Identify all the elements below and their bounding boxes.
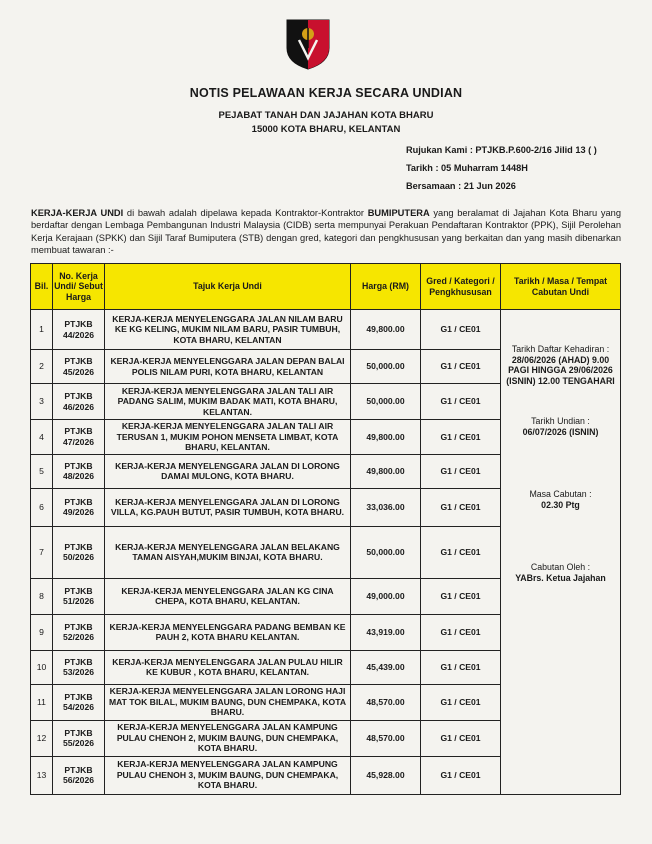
row-no [53,350,105,384]
oleh-value: YABrs. Ketua Jajahan [515,572,606,583]
row-no-number: 51/2026 [62,596,95,606]
row-no-number: 49/2026 [62,507,95,517]
row-no [53,526,105,578]
row-no-number: 44/2026 [62,329,95,340]
row-harga: 49,000.00 [351,578,421,614]
col-tajuk: Tajuk Kerja Undi [105,264,351,310]
row-no-prefix: PTJKB [64,426,93,437]
row-no [53,488,105,526]
row-no [53,756,105,794]
row-gred: G1 / CE01 [421,526,501,578]
row-tajuk: KERJA-KERJA MENYELENGGARA JALAN KG CINA CHEPA, KOTA BHARU, KELANTAN. [105,578,351,614]
col-no: No. Kerja Undi/ Sebut Harga [53,264,105,310]
row-no-number: 56/2026 [62,775,95,785]
office-address: 15000 KOTA BHARU, KELANTAN [251,124,401,135]
row-harga: 50,000.00 [351,384,421,420]
row-tajuk: KERJA-KERJA MENYELENGGARA JALAN TALI AIR TERUSAN 1, MUKIM POHON MENSETA LIMBAT, KOTA BHARU, KELANTAN. [105,420,351,455]
col-bil: Bil. [31,264,53,310]
row-no [53,614,105,650]
draw-schedule-cell [501,310,621,795]
row-bil: 2 [31,350,53,384]
row-no [53,454,105,488]
row-gred: G1 / CE01 [421,310,501,350]
masa-block [505,489,616,510]
row-tajuk: KERJA-KERJA MENYELENGGARA JALAN DEPAN BALAI POLIS NILAM PURI, KOTA BHARU, KELANTAN [105,350,351,384]
reference-number: Rujukan Kami : PTJKB.P.600-2/16 Jilid 13 ( ) [406,145,597,155]
row-bil: 6 [31,488,53,526]
row-no-prefix: PTJKB [64,319,93,329]
row-bil: 10 [31,650,53,684]
row-harga: 33,036.00 [351,488,421,526]
row-harga: 49,800.00 [351,310,421,350]
row-no-prefix: PTJKB [64,391,93,401]
row-bil: 3 [31,384,53,420]
row-no-prefix: PTJKB [64,460,93,471]
row-no [53,720,105,756]
row-no-prefix: PTJKB [64,691,93,702]
row-no-number: 48/2026 [62,471,95,481]
masa-label: Masa Cabutan : [529,489,592,499]
row-tajuk: KERJA-KERJA MENYELENGGARA PADANG BEMBAN KE PAUH 2, KOTA BHARU KELANTAN. [105,614,351,650]
row-no-number: 45/2026 [62,366,95,377]
row-no-number: 53/2026 [62,667,95,677]
row-no-number: 46/2026 [62,401,95,412]
intro-bumiputera: BUMIPUTERA [367,208,430,218]
row-gred: G1 / CE01 [421,350,501,384]
row-bil: 5 [31,454,53,488]
daftar-block [505,344,616,386]
row-bil: 8 [31,578,53,614]
row-no-number: 47/2026 [62,436,95,447]
row-bil: 12 [31,720,53,756]
tender-table [30,263,621,795]
row-no-prefix: PTJKB [64,764,93,775]
row-tajuk: KERJA-KERJA MENYELENGGARA JALAN KAMPUNG PULAU CHENOH 3, MUKIM BAUNG, DUN CHEMPAKA, KOTA BHARU. [105,756,351,794]
row-bil: 1 [31,310,53,350]
kelantan-crest-icon [285,18,331,70]
row-gred: G1 / CE01 [421,650,501,684]
row-no [53,650,105,684]
undian-value: 06/07/2026 (ISNIN) [522,426,599,437]
row-bil: 13 [31,756,53,794]
row-no-prefix: PTJKB [64,496,93,507]
row-tajuk: KERJA-KERJA MENYELENGGARA JALAN DI LORONG VILLA, KG.PAUH BUTUT, PASIR TUMBUH, KOTA BHARU. [105,488,351,526]
row-no-prefix: PTJKB [64,585,93,596]
undian-label: Tarikh Undian : [531,416,590,426]
intro-text-1: di bawah adalah dipelawa kepada Kontraktor-Kontraktor [123,208,368,218]
row-no-prefix: PTJKB [64,621,93,632]
col-harga: Harga (RM) [351,264,421,310]
row-no-prefix: PTJKB [64,356,93,366]
row-harga: 48,570.00 [351,684,421,720]
row-no [53,310,105,350]
row-harga: 45,928.00 [351,756,421,794]
row-tajuk: KERJA-KERJA MENYELENGGARA JALAN DI LORONG DAMAI MULONG, KOTA BHARU. [105,454,351,488]
row-gred: G1 / CE01 [421,756,501,794]
row-harga: 50,000.00 [351,526,421,578]
row-no-prefix: PTJKB [64,727,93,738]
office-name: PEJABAT TANAH DAN JAJAHAN KOTA BHARU [218,110,434,121]
row-tajuk: KERJA-KERJA MENYELENGGARA JALAN KAMPUNG PULAU CHENOH 2, MUKIM BAUNG, DUN CHEMPAKA, KOTA BHARU. [105,720,351,756]
masa-value: 02.30 Ptg [541,499,580,510]
col-tarikh: Tarikh / Masa / Tempat Cabutan Undi [501,264,621,310]
undian-block [505,416,616,437]
row-no [53,384,105,420]
row-gred: G1 / CE01 [421,720,501,756]
intro-text-2: yang beralamat di Jajahan Kota Bharu yang berdaftar dengan Lembaga Pembangunan Industri Malaysia (CIDB) serta mempunyai Perakuan Pendaftaran Kontraktor (PPK), Sijil Perolehan Kerja Kerajaan (SPKK) dan Sijil Taraf Bumiputera (STB) dengan gred, kategori dan pengkhususan yang berkaitan dan yang masih dibenarkan membuat tawaran :- [31,208,621,256]
row-no [53,684,105,720]
row-harga: 49,800.00 [351,454,421,488]
row-no-number: 55/2026 [62,738,95,748]
oleh-label: Cabutan Oleh : [530,562,591,572]
row-gred: G1 / CE01 [421,684,501,720]
reference-date-gregorian: Bersamaan : 21 Jun 2026 [406,181,516,191]
row-bil: 11 [31,684,53,720]
row-harga: 45,439.00 [351,650,421,684]
row-tajuk: KERJA-KERJA MENYELENGGARA JALAN BELAKANG TAMAN AISYAH,MUKIM BINJAI, KOTA BHARU. [105,526,351,578]
row-gred: G1 / CE01 [421,384,501,420]
row-tajuk: KERJA-KERJA MENYELENGGARA JALAN PULAU HILIR KE KUBUR , KOTA BHARU, KELANTAN. [105,650,351,684]
oleh-block [505,562,616,583]
row-harga: 50,000.00 [351,350,421,384]
row-no [53,578,105,614]
row-no-number: 52/2026 [62,632,95,642]
row-bil: 7 [31,526,53,578]
table-header-row [31,264,621,310]
row-gred: G1 / CE01 [421,488,501,526]
row-gred: G1 / CE01 [421,578,501,614]
row-harga: 49,800.00 [351,420,421,455]
row-gred: G1 / CE01 [421,420,501,455]
intro-paragraph [31,207,621,257]
row-tajuk: KERJA-KERJA MENYELENGGARA JALAN LORONG HAJI MAT TOK BILAL, MUKIM BAUNG, DUN CHEMPAKA, KOTA BHARU. [105,684,351,720]
row-tajuk: KERJA-KERJA MENYELENGGARA JALAN TALI AIR PADANG SALIM, MUKIM BADAK MATI, KOTA BHARU, KELANTAN. [105,384,351,420]
row-harga: 43,919.00 [351,614,421,650]
row-gred: G1 / CE01 [421,454,501,488]
row-no-prefix: PTJKB [64,656,93,667]
col-gred: Gred / Kategori / Pengkhususan [421,264,501,310]
row-gred: G1 / CE01 [421,614,501,650]
daftar-label: Tarikh Daftar Kehadiran : [511,344,610,354]
row-no [53,420,105,455]
notice-title: NOTIS PELAWAAN KERJA SECARA UNDIAN [189,86,463,100]
row-bil: 9 [31,614,53,650]
table-row [31,310,621,350]
row-no-number: 54/2026 [62,702,95,712]
row-bil: 4 [31,420,53,455]
row-tajuk: KERJA-KERJA MENYELENGGARA JALAN NILAM BARU KE KG KELING, MUKIM NILAM BARU, PASIR TUMBUH, KOTA BHARU, KELANTAN [105,310,351,350]
daftar-value: 28/06/2026 (AHAD) 9.00 PAGI HINGGA 29/06/2026 (ISNIN) 12.00 TENGAHARI [506,354,615,386]
row-no-prefix: PTJKB [64,541,93,552]
intro-lead: KERJA-KERJA UNDI [31,208,124,218]
row-harga: 48,570.00 [351,720,421,756]
row-no-number: 50/2026 [62,552,95,562]
reference-date-hijri: Tarikh : 05 Muharram 1448H [406,163,528,173]
